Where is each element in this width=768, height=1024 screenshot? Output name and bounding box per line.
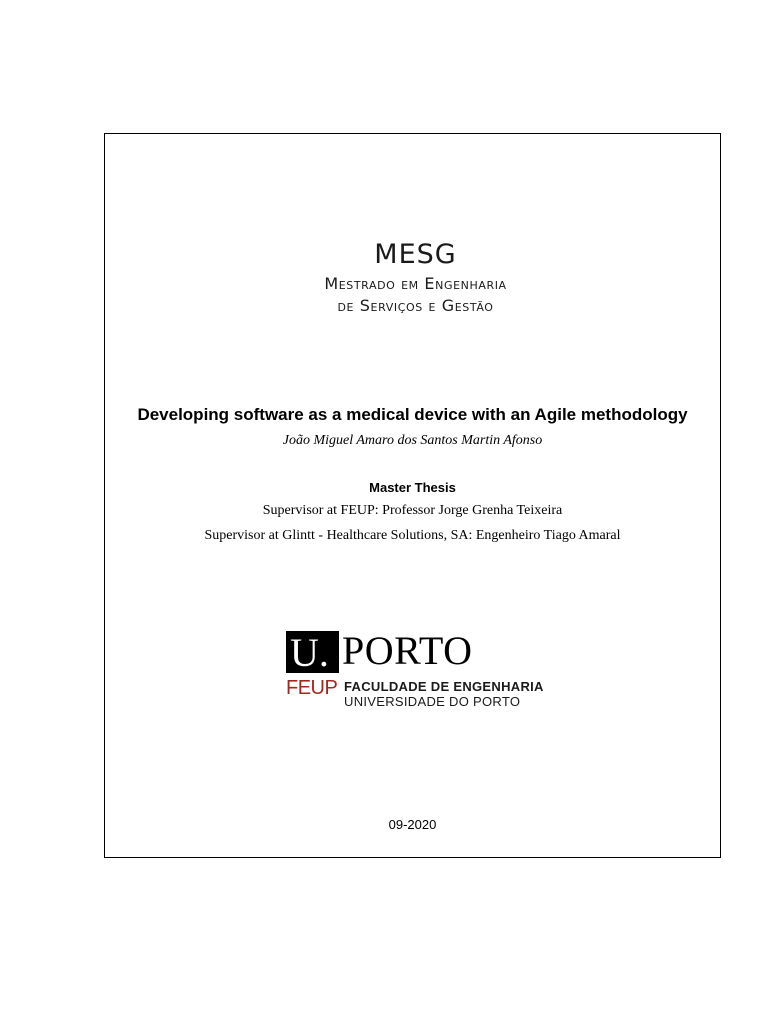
university-name: UNIVERSIDADE DO PORTO	[344, 694, 521, 709]
uporto-u-mark: U.	[286, 631, 339, 673]
mesg-logo	[272, 238, 559, 320]
cover-date: 09-2020	[388, 817, 437, 832]
mesg-acronym: MESG	[374, 239, 457, 270]
mesg-line-1: Mestrado em Engenharia	[324, 274, 507, 293]
thesis-type: Master Thesis	[369, 480, 456, 495]
faculty-name: FACULDADE DE ENGENHARIA	[344, 679, 544, 694]
thesis-title: Developing software as a medical device with an Agile methodology	[137, 405, 688, 424]
mesg-line-2: de Serviços e Gestão	[337, 296, 494, 315]
feup-word: FEUP	[286, 677, 338, 699]
thesis-author: João Miguel Amaro dos Santos Martin Afonso	[282, 433, 543, 448]
uporto-feup-logo	[286, 628, 546, 711]
uporto-porto-word: PORTO	[342, 628, 473, 673]
supervisor-company: Supervisor at Glintt - Healthcare Solutions, SA: Engenheiro Tiago Amaral	[204, 528, 621, 543]
supervisor-feup: Supervisor at FEUP: Professor Jorge Grenha Teixeira	[262, 503, 563, 518]
